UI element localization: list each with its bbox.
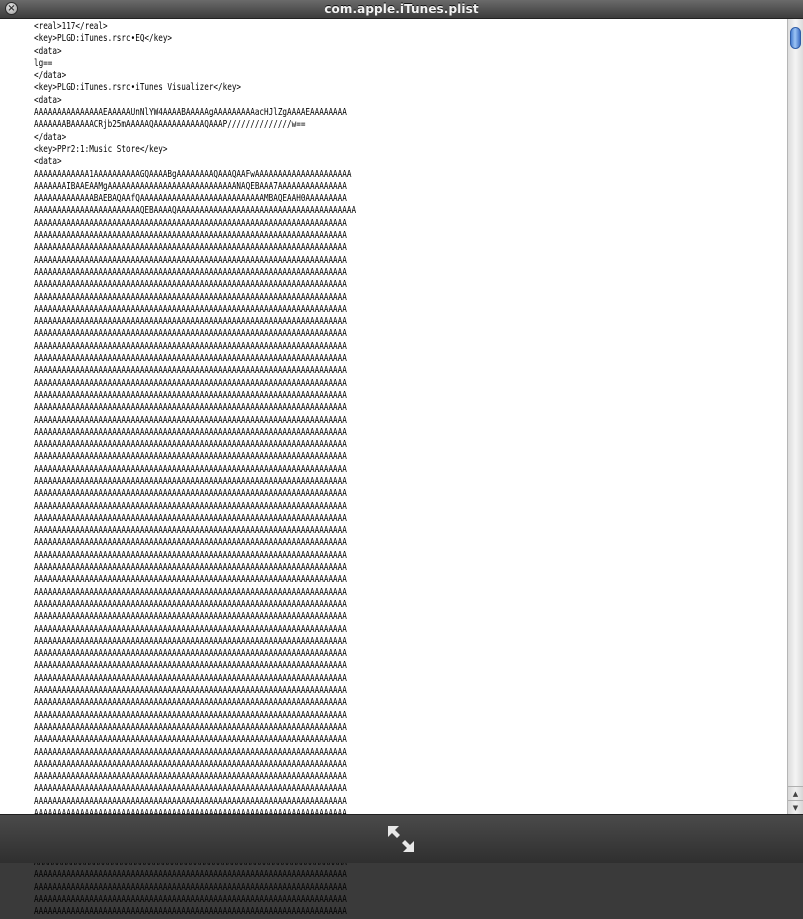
code-line: AAAAAAAAAAAAAAAAAAAAAAAAAAAAAAAAAAAAAAAAAAAAAAAAAAAAAAAAAAAAAAAAAAAA bbox=[34, 721, 347, 733]
code-line: AAAAAAAAAAAAAAAAAAAAAAAAAAAAAAAAAAAAAAAAAAAAAAAAAAAAAAAAAAAAAAAAAAAA bbox=[34, 303, 347, 315]
code-line: AAAAAAAAAAAAAAAAAAAAAAAAAAAAAAAAAAAAAAAAAAAAAAAAAAAAAAAAAAAAAAAAAAAA bbox=[34, 672, 347, 684]
code-line: AAAAAAAAAAAAAAAAAAAAAAAAAAAAAAAAAAAAAAAAAAAAAAAAAAAAAAAAAAAAAAAAAAAA bbox=[34, 266, 347, 278]
code-line: AAAAAAABAAAAACRjb25mAAAAAQAAAAAAAAAAAQAAAP//////////////w== bbox=[34, 119, 306, 131]
code-line: AAAAAAAAAAAAAAAAAAAAAAAAAAAAAAAAAAAAAAAAAAAAAAAAAAAAAAAAAAAAAAAAAAAA bbox=[34, 746, 347, 758]
code-line: AAAAAAAAAAAAAAAAAAAAAAAAAAAAAAAAAAAAAAAAAAAAAAAAAAAAAAAAAAAAAAAAAAAA bbox=[34, 316, 347, 328]
close-icon: × bbox=[7, 3, 16, 14]
code-line: AAAAAAAAAAAAAAAAAAAAAAAAAAAAAAAAAAAAAAAAAAAAAAAAAAAAAAAAAAAAAAAAAAAA bbox=[34, 254, 347, 266]
code-line: lg== bbox=[34, 57, 53, 69]
code-line: <data> bbox=[34, 45, 62, 57]
window-title: com.apple.iTunes.plist bbox=[324, 2, 479, 16]
code-line: AAAAAAAAAAAAAAAAAAAAAAAAAAAAAAAAAAAAAAAAAAAAAAAAAAAAAAAAAAAAAAAAAAAA bbox=[34, 242, 347, 254]
code-line: AAAAAAAAAAAAAAAAAAAAAAAAAAAAAAAAAAAAAAAAAAAAAAAAAAAAAAAAAAAAAAAAAAAA bbox=[34, 353, 347, 365]
code-line: AAAAAAAAAAAAAAAAAAAAAAAAAAAAAAAAAAAAAAAAAAAAAAAAAAAAAAAAAAAAAAAAAAAA bbox=[34, 709, 347, 721]
scroll-thumb[interactable] bbox=[790, 27, 801, 49]
code-line: AAAAAAAAAAAAAAAAAAAAAAAAAAAAAAAAAAAAAAAAAAAAAAAAAAAAAAAAAAAAAAAAAAAA bbox=[34, 463, 347, 475]
fullscreen-arrows-icon bbox=[385, 823, 417, 855]
code-line: AAAAAAAAAAAAAAAAAAAAAAAAAAAAAAAAAAAAAAAAAAAAAAAAAAAAAAAAAAAAAAAAAAAA bbox=[34, 771, 347, 783]
arrow-down-icon: ▼ bbox=[792, 804, 799, 812]
code-line: </data> bbox=[34, 70, 67, 82]
code-line: AAAAAAAAAAAAAAAAAAAAAAAAAAAAAAAAAAAAAAAAAAAAAAAAAAAAAAAAAAAAAAAAAAAA bbox=[34, 758, 347, 770]
code-line: AAAAAAAAAAAAAAAAAAAAAAAAAAAAAAAAAAAAAAAAAAAAAAAAAAAAAAAAAAAAAAAAAAAA bbox=[34, 783, 347, 795]
code-line: AAAAAAAAAAAAAAAAAAAAAAAAAAAAAAAAAAAAAAAAAAAAAAAAAAAAAAAAAAAAAAAAAAAA bbox=[34, 734, 347, 746]
code-line: AAAAAAAAAAAAAAAAAAAAAAAAAAAAAAAAAAAAAAAAAAAAAAAAAAAAAAAAAAAAAAAAAAAA bbox=[34, 685, 347, 697]
code-line: AAAAAAAAAAAAAAAAAAAAAAAAAAAAAAAAAAAAAAAAAAAAAAAAAAAAAAAAAAAAAAAAAAAA bbox=[34, 697, 347, 709]
code-line: <key>PPr2:1:Music Store</key> bbox=[34, 143, 168, 155]
scroll-down-button[interactable] bbox=[788, 800, 803, 814]
code-line: AAAAAAAAAAAAAAAAAAAAAAAAAAAAAAAAAAAAAAAAAAAAAAAAAAAAAAAAAAAAAAAAAAAA bbox=[34, 512, 347, 524]
fullscreen-button[interactable] bbox=[385, 823, 417, 855]
code-line: AAAAAAAAAAAAAAAAAAAAAAAAAAAAAAAAAAAAAAAAAAAAAAAAAAAAAAAAAAAAAAAAAAAA bbox=[34, 402, 347, 414]
code-line: <key>PLGD:iTunes.rsrc•iTunes Visualizer</key> bbox=[34, 82, 242, 94]
code-line: AAAAAAAAAAAAAAAAAAAAAAAAAAAAAAAAAAAAAAAAAAAAAAAAAAAAAAAAAAAAAAAAAAAA bbox=[34, 894, 347, 906]
code-line: AAAAAAAAAAAAAAAAAAAAAAAQEBAAAAQAAAAAAAAAAAAAAAAAAAAAAAAAAAAAAAAAAAAAAA bbox=[34, 205, 357, 217]
title-bar[interactable] bbox=[0, 0, 803, 19]
code-line: AAAAAAAAAAAAAAAAAAAAAAAAAAAAAAAAAAAAAAAAAAAAAAAAAAAAAAAAAAAAAAAAAAAA bbox=[34, 881, 347, 893]
plist-text bbox=[34, 21, 356, 919]
code-line: <key>PLGD:iTunes.rsrc•EQ</key> bbox=[34, 33, 173, 45]
code-line: AAAAAAAAAAAAAAAAAAAAAAAAAAAAAAAAAAAAAAAAAAAAAAAAAAAAAAAAAAAAAAAAAAAA bbox=[34, 439, 347, 451]
code-line: AAAAAAAAAAAAAAAEAAAAAUnNlYW4AAAABAAAAAgAAAAAAAAAacHJlZgAAAAEAAAAAAAA bbox=[34, 107, 347, 119]
code-line: </data> bbox=[34, 131, 67, 143]
code-line: AAAAAAAAAAAAAAAAAAAAAAAAAAAAAAAAAAAAAAAAAAAAAAAAAAAAAAAAAAAAAAAAAAAA bbox=[34, 795, 347, 807]
code-line: AAAAAAAAAAAAAAAAAAAAAAAAAAAAAAAAAAAAAAAAAAAAAAAAAAAAAAAAAAAAAAAAAAAA bbox=[34, 648, 347, 660]
code-line: AAAAAAAAAAAAAAAAAAAAAAAAAAAAAAAAAAAAAAAAAAAAAAAAAAAAAAAAAAAAAAAAAAAA bbox=[34, 598, 347, 610]
code-line: <real>117</real> bbox=[34, 21, 108, 32]
code-line: AAAAAAAAAAAAAAAAAAAAAAAAAAAAAAAAAAAAAAAAAAAAAAAAAAAAAAAAAAAAAAAAAAAA bbox=[34, 525, 347, 537]
code-line: AAAAAAAAAAAAAAAAAAAAAAAAAAAAAAAAAAAAAAAAAAAAAAAAAAAAAAAAAAAAAAAAAAAA bbox=[34, 279, 347, 291]
code-line: AAAAAAAAAAAAAAAAAAAAAAAAAAAAAAAAAAAAAAAAAAAAAAAAAAAAAAAAAAAAAAAAAAAA bbox=[34, 500, 347, 512]
code-line: AAAAAAAAAAAAAAAAAAAAAAAAAAAAAAAAAAAAAAAAAAAAAAAAAAAAAAAAAAAAAAAAAAAA bbox=[34, 574, 347, 586]
code-line: AAAAAAAAAAAAAAAAAAAAAAAAAAAAAAAAAAAAAAAAAAAAAAAAAAAAAAAAAAAAAAAAAAAA bbox=[34, 377, 347, 389]
code-line: AAAAAAAAAAAAAAAAAAAAAAAAAAAAAAAAAAAAAAAAAAAAAAAAAAAAAAAAAAAAAAAAAAAA bbox=[34, 537, 347, 549]
code-line: AAAAAAAAAAAAAAAAAAAAAAAAAAAAAAAAAAAAAAAAAAAAAAAAAAAAAAAAAAAAAAAAAAAA bbox=[34, 389, 347, 401]
code-line: AAAAAAAAAAAAAAAAAAAAAAAAAAAAAAAAAAAAAAAAAAAAAAAAAAAAAAAAAAAAAAAAAAAA bbox=[34, 586, 347, 598]
code-line: AAAAAAAAAAAAAAAAAAAAAAAAAAAAAAAAAAAAAAAAAAAAAAAAAAAAAAAAAAAAAAAAAAAA bbox=[34, 451, 347, 463]
file-preview-content[interactable] bbox=[0, 19, 787, 918]
code-line: AAAAAAAAAAAAAAAAAAAAAAAAAAAAAAAAAAAAAAAAAAAAAAAAAAAAAAAAAAAAAAAAAAAA bbox=[34, 230, 347, 242]
code-line: AAAAAAAAAAAAAAAAAAAAAAAAAAAAAAAAAAAAAAAAAAAAAAAAAAAAAAAAAAAAAAAAAAAA bbox=[34, 291, 347, 303]
code-line: AAAAAAAAAAAAAAAAAAAAAAAAAAAAAAAAAAAAAAAAAAAAAAAAAAAAAAAAAAAAAAAAAAAA bbox=[34, 365, 347, 377]
code-line: AAAAAAAAAAAAAAAAAAAAAAAAAAAAAAAAAAAAAAAAAAAAAAAAAAAAAAAAAAAAAAAAAAAA bbox=[34, 549, 347, 561]
code-line: AAAAAAAAAAAAAAAAAAAAAAAAAAAAAAAAAAAAAAAAAAAAAAAAAAAAAAAAAAAAAAAAAAAA bbox=[34, 562, 347, 574]
code-line: AAAAAAAAAAAAAAAAAAAAAAAAAAAAAAAAAAAAAAAAAAAAAAAAAAAAAAAAAAAAAAAAAAAA bbox=[34, 475, 347, 487]
code-line: AAAAAAAAAAAAAAAAAAAAAAAAAAAAAAAAAAAAAAAAAAAAAAAAAAAAAAAAAAAAAAAAAAAA bbox=[34, 217, 347, 229]
code-line: AAAAAAAAAAAAAAAAAAAAAAAAAAAAAAAAAAAAAAAAAAAAAAAAAAAAAAAAAAAAAAAAAAAA bbox=[34, 660, 347, 672]
code-line: AAAAAAAAAAAAAAAAAAAAAAAAAAAAAAAAAAAAAAAAAAAAAAAAAAAAAAAAAAAAAAAAAAAA bbox=[34, 906, 347, 918]
code-line: AAAAAAAAAAAAAAAAAAAAAAAAAAAAAAAAAAAAAAAAAAAAAAAAAAAAAAAAAAAAAAAAAAAA bbox=[34, 635, 347, 647]
code-line: AAAAAAAAAAAAAAAAAAAAAAAAAAAAAAAAAAAAAAAAAAAAAAAAAAAAAAAAAAAAAAAAAAAA bbox=[34, 488, 347, 500]
bottom-toolbar bbox=[0, 814, 803, 863]
code-line: <data> bbox=[34, 94, 62, 106]
code-line: AAAAAAAAAAAAAAAAAAAAAAAAAAAAAAAAAAAAAAAAAAAAAAAAAAAAAAAAAAAAAAAAAAAA bbox=[34, 623, 347, 635]
code-line: AAAAAAAAAAAAAAAAAAAAAAAAAAAAAAAAAAAAAAAAAAAAAAAAAAAAAAAAAAAAAAAAAAAA bbox=[34, 426, 347, 438]
code-line: AAAAAAAAAAAAAAAAAAAAAAAAAAAAAAAAAAAAAAAAAAAAAAAAAAAAAAAAAAAAAAAAAAAA bbox=[34, 611, 347, 623]
code-line: AAAAAAAAAAAAAAAAAAAAAAAAAAAAAAAAAAAAAAAAAAAAAAAAAAAAAAAAAAAAAAAAAAAA bbox=[34, 869, 347, 881]
vertical-scrollbar[interactable] bbox=[787, 19, 803, 814]
code-line: AAAAAAAAAAAAAAAAAAAAAAAAAAAAAAAAAAAAAAAAAAAAAAAAAAAAAAAAAAAAAAAAAAAA bbox=[34, 414, 347, 426]
arrow-up-icon: ▲ bbox=[792, 790, 799, 798]
code-line: AAAAAAAAAAAAAAAAAAAAAAAAAAAAAAAAAAAAAAAAAAAAAAAAAAAAAAAAAAAAAAAAAAAA bbox=[34, 328, 347, 340]
code-line: AAAAAAAIBAAEAAMgAAAAAAAAAAAAAAAAAAAAAAAAAAAANAQEBAAA7AAAAAAAAAAAAAAA bbox=[34, 180, 347, 192]
scroll-up-button[interactable] bbox=[788, 786, 803, 800]
code-line: AAAAAAAAAAAA1AAAAAAAAAAGQAAAABgAAAAAAAAQAAAQAAFwAAAAAAAAAAAAAAAAAAAAA bbox=[34, 168, 352, 180]
code-line: AAAAAAAAAAAAAAAAAAAAAAAAAAAAAAAAAAAAAAAAAAAAAAAAAAAAAAAAAAAAAAAAAAAA bbox=[34, 340, 347, 352]
code-line: AAAAAAAAAAAAABAEBAQAAfQAAAAAAAAAAAAAAAAAAAAAAAAAAAMBAQEAAH0AAAAAAAAA bbox=[34, 193, 347, 205]
code-line: <data> bbox=[34, 156, 62, 168]
